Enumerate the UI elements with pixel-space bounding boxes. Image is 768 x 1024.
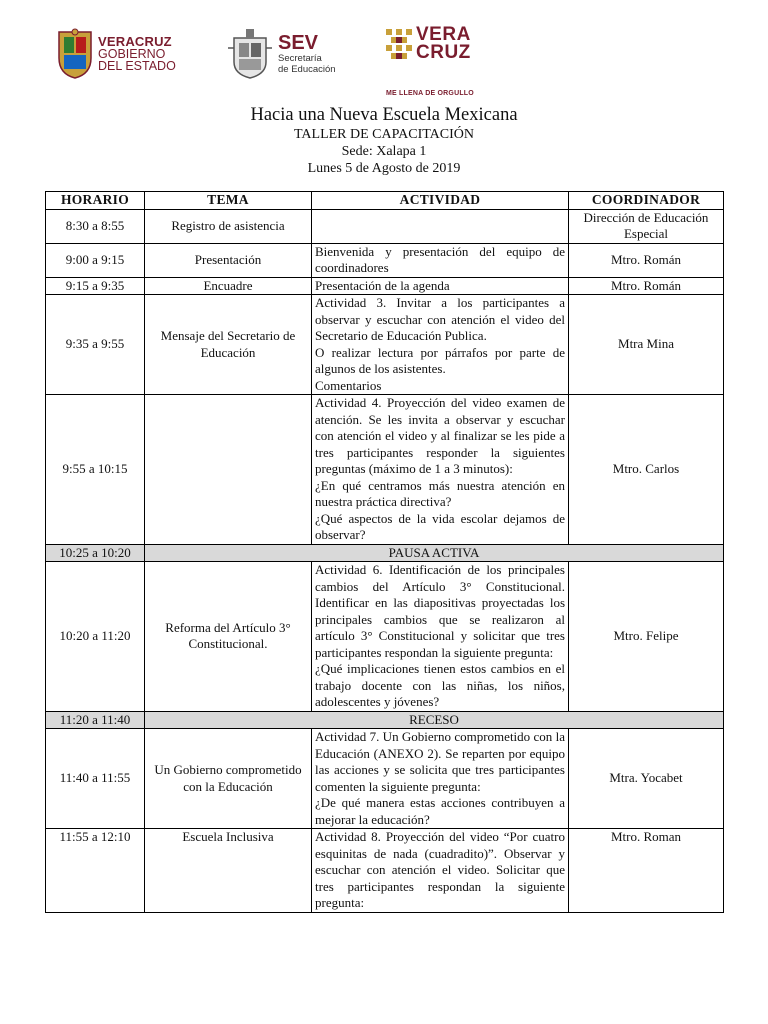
- activity-text: ¿Qué implicaciones tienen estos cambios en el trabajo docente con las niñas, los niños, adolescentes y jóvenes?: [315, 661, 565, 709]
- break-banner: PAUSA ACTIVA: [145, 544, 724, 562]
- cell-horario: 11:55 a 12:10: [46, 829, 145, 913]
- activity-text: Actividad 3. Invitar a los participantes a observar y escuchar con atención el video del Secretario de Educación Publica.: [315, 295, 565, 343]
- table-header-row: [46, 192, 724, 210]
- table-row: [46, 277, 724, 295]
- cell-coordinador: Mtra Mina: [569, 295, 724, 395]
- column-header-horario: HORARIO: [46, 192, 145, 210]
- vera-cruz-pattern-icon: [384, 27, 414, 61]
- table-row: [46, 243, 724, 277]
- schedule-table: [45, 191, 724, 913]
- column-header-tema: TEMA: [145, 192, 312, 210]
- cell-actividad: [312, 395, 569, 545]
- activity-text: Actividad 4. Proyección del video examen de atención. Se les invita a observar y escuchar con atención el video y al finalizar se les pide a tres participantes responder la siguientes preguntas (máximo de 1 a 3 minutos):: [315, 395, 565, 476]
- break-row: [46, 544, 724, 562]
- activity-text: Actividad 8. Proyección del video “Por cuatro esquinitas de nada (cuadradito)”. Observar y escuchar con atención el video. Solicitar que tres participantes respondan la siguiente pregunta:: [315, 829, 565, 910]
- break-row: [46, 711, 724, 729]
- break-banner: RECESO: [145, 711, 724, 729]
- cell-tema: Presentación: [145, 243, 312, 277]
- cell-horario: 10:20 a 11:20: [46, 562, 145, 712]
- document-sede: Sede: Xalapa 1: [341, 144, 427, 159]
- cell-actividad: [312, 243, 569, 277]
- cell-coordinador: Mtro. Felipe: [569, 562, 724, 712]
- logo-line: DEL ESTADO: [98, 59, 176, 73]
- logo-line: Secretaría: [278, 53, 322, 64]
- veracruz-gobierno-logo: [56, 28, 176, 80]
- activity-text: ¿Qué aspectos de la vida escolar dejamos de observar?: [315, 510, 565, 542]
- cell-horario: 9:55 a 10:15: [46, 395, 145, 545]
- activity-text: Presentación de la agenda: [315, 277, 450, 293]
- cell-actividad: [312, 829, 569, 913]
- cell-actividad: [312, 277, 569, 295]
- table-row: [46, 829, 724, 913]
- cell-tema: Registro de asistencia: [145, 209, 312, 243]
- cell-actividad: [312, 295, 569, 395]
- cell-coordinador: Mtro. Carlos: [569, 395, 724, 545]
- cell-horario: 8:30 a 8:55: [46, 209, 145, 243]
- table-row: [46, 295, 724, 395]
- document-date: Lunes 5 de Agosto de 2019: [307, 161, 461, 176]
- cell-tema: Escuela Inclusiva: [145, 829, 312, 913]
- cell-tema: [145, 395, 312, 545]
- logo-bar: [0, 22, 768, 97]
- document-title: Hacia una Nueva Escuela Mexicana: [250, 105, 518, 125]
- cell-horario: 9:35 a 9:55: [46, 295, 145, 395]
- logo-line: GOBIERNO: [98, 47, 166, 61]
- sev-acronym: SEV: [278, 32, 319, 54]
- column-header-coordinador: COORDINADOR: [569, 192, 724, 210]
- vera-cruz-tagline: ME LLENA DE ORGULLO: [386, 90, 474, 97]
- vera-cruz-wordmark: [416, 26, 471, 62]
- cell-horario: 10:25 a 10:20: [46, 544, 145, 562]
- document-header: [0, 104, 768, 177]
- cell-coordinador: Dirección de Educación Especial: [569, 209, 724, 243]
- activity-text: ¿En qué centramos más nuestra atención en nuestra práctica directiva?: [315, 477, 565, 509]
- table-row: [46, 395, 724, 545]
- column-header-actividad: ACTIVIDAD: [312, 192, 569, 210]
- cell-tema: Reforma del Artículo 3° Constitucional.: [145, 562, 312, 712]
- activity-text: O realizar lectura por párrafos por parte de algunos de los asistentes.: [315, 344, 565, 376]
- veracruz-gobierno-wordmark: [98, 36, 176, 72]
- table-row: [46, 562, 724, 712]
- table-row: [46, 729, 724, 829]
- logo-line: CRUZ: [416, 42, 471, 63]
- cell-coordinador: Mtro. Román: [569, 243, 724, 277]
- table-row: [46, 209, 724, 243]
- cell-coordinador: Mtro. Román: [569, 277, 724, 295]
- activity-text: Bienvenida y presentación del equipo de coordinadores: [315, 243, 565, 275]
- logo-line: VERACRUZ: [98, 34, 172, 49]
- activity-text: ¿De qué manera estas acciones contribuyen a mejorar la educación?: [315, 795, 565, 827]
- cell-horario: 11:20 a 11:40: [46, 711, 145, 729]
- activity-text: Actividad 6. Identificación de los principales cambios del Artículo 3° Constitucional. Identificar en las diapositivas proyectadas los principales cambios que se realizaron al artículo 3° Constitucional y solicitar que tres participantes respondan la siguiente pregunta:: [315, 562, 565, 660]
- cell-horario: 9:00 a 9:15: [46, 243, 145, 277]
- cell-actividad: [312, 729, 569, 829]
- cell-coordinador: Mtra. Yocabet: [569, 729, 724, 829]
- cell-tema: Un Gobierno comprometido con la Educación: [145, 729, 312, 829]
- cell-coordinador: Mtro. Roman: [569, 829, 724, 913]
- veracruz-shield-icon: [56, 28, 94, 80]
- sev-wordmark: [278, 33, 336, 75]
- logo-line: VERA: [416, 24, 471, 45]
- cell-tema: Encuadre: [145, 277, 312, 295]
- cell-actividad: [312, 209, 569, 243]
- activity-text: Actividad 7. Un Gobierno comprometido con la Educación (ANEXO 2). Se reparten por equipo las acciones y se solicita que tres participantes comenten la siguiente pregunta:: [315, 729, 565, 794]
- logo-line: de Educación: [278, 64, 336, 75]
- cell-horario: 11:40 a 11:55: [46, 729, 145, 829]
- sev-shield-icon: [228, 28, 272, 80]
- activity-text: Comentarios: [315, 377, 382, 393]
- document-subtitle: TALLER DE CAPACITACIÓN: [293, 127, 475, 142]
- cell-actividad: [312, 562, 569, 712]
- vera-cruz-logo: [384, 26, 471, 62]
- sev-logo: [228, 28, 336, 80]
- cell-tema: Mensaje del Secretario de Educación: [145, 295, 312, 395]
- cell-horario: 9:15 a 9:35: [46, 277, 145, 295]
